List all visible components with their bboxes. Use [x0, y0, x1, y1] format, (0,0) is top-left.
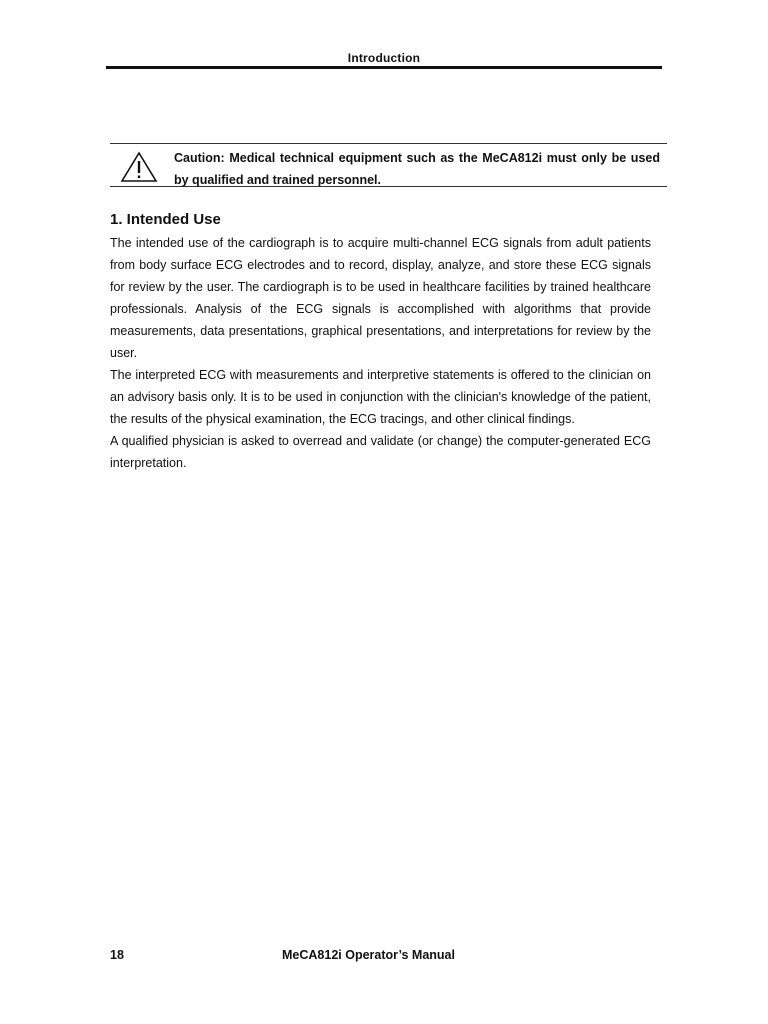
body-text	[110, 232, 651, 474]
section-heading: 1. Intended Use	[110, 211, 221, 228]
running-header: Introduction	[347, 51, 421, 65]
caution-box	[110, 143, 667, 187]
manual-title: MeCA812i Operator’s Manual	[282, 948, 455, 962]
header-rule	[106, 66, 662, 69]
paragraph-physician-overread: A qualified physician is asked to overread and validate (or change) the computer-generated ECG interpretation.	[110, 434, 651, 470]
paragraph-intended-use: The intended use of the cardiograph is to acquire multi-channel ECG signals from adult patients from body surface ECG electrodes and to record, display, analyze, and store these ECG signals for review by the user. The cardiograph is to be used in healthcare facilities by trained healthcare professionals. Analysis of the ECG signals is accomplished with algorithms that provide measurements, data presentations, graphical presentations, and interpretations for review by the user.	[110, 236, 651, 360]
page-number: 18	[110, 948, 124, 962]
warning-triangle-icon	[120, 151, 158, 183]
caution-text: Caution: Medical technical equipment such as the MeCA812i must only be used by qualified and trained personnel.	[174, 151, 660, 187]
paragraph-advisory: The interpreted ECG with measurements and interpretive statements is offered to the clinician on an advisory basis only. It is to be used in conjunction with the clinician's knowledge of the patient, the results of the physical examination, the ECG tracings, and other clinical findings.	[110, 368, 651, 426]
